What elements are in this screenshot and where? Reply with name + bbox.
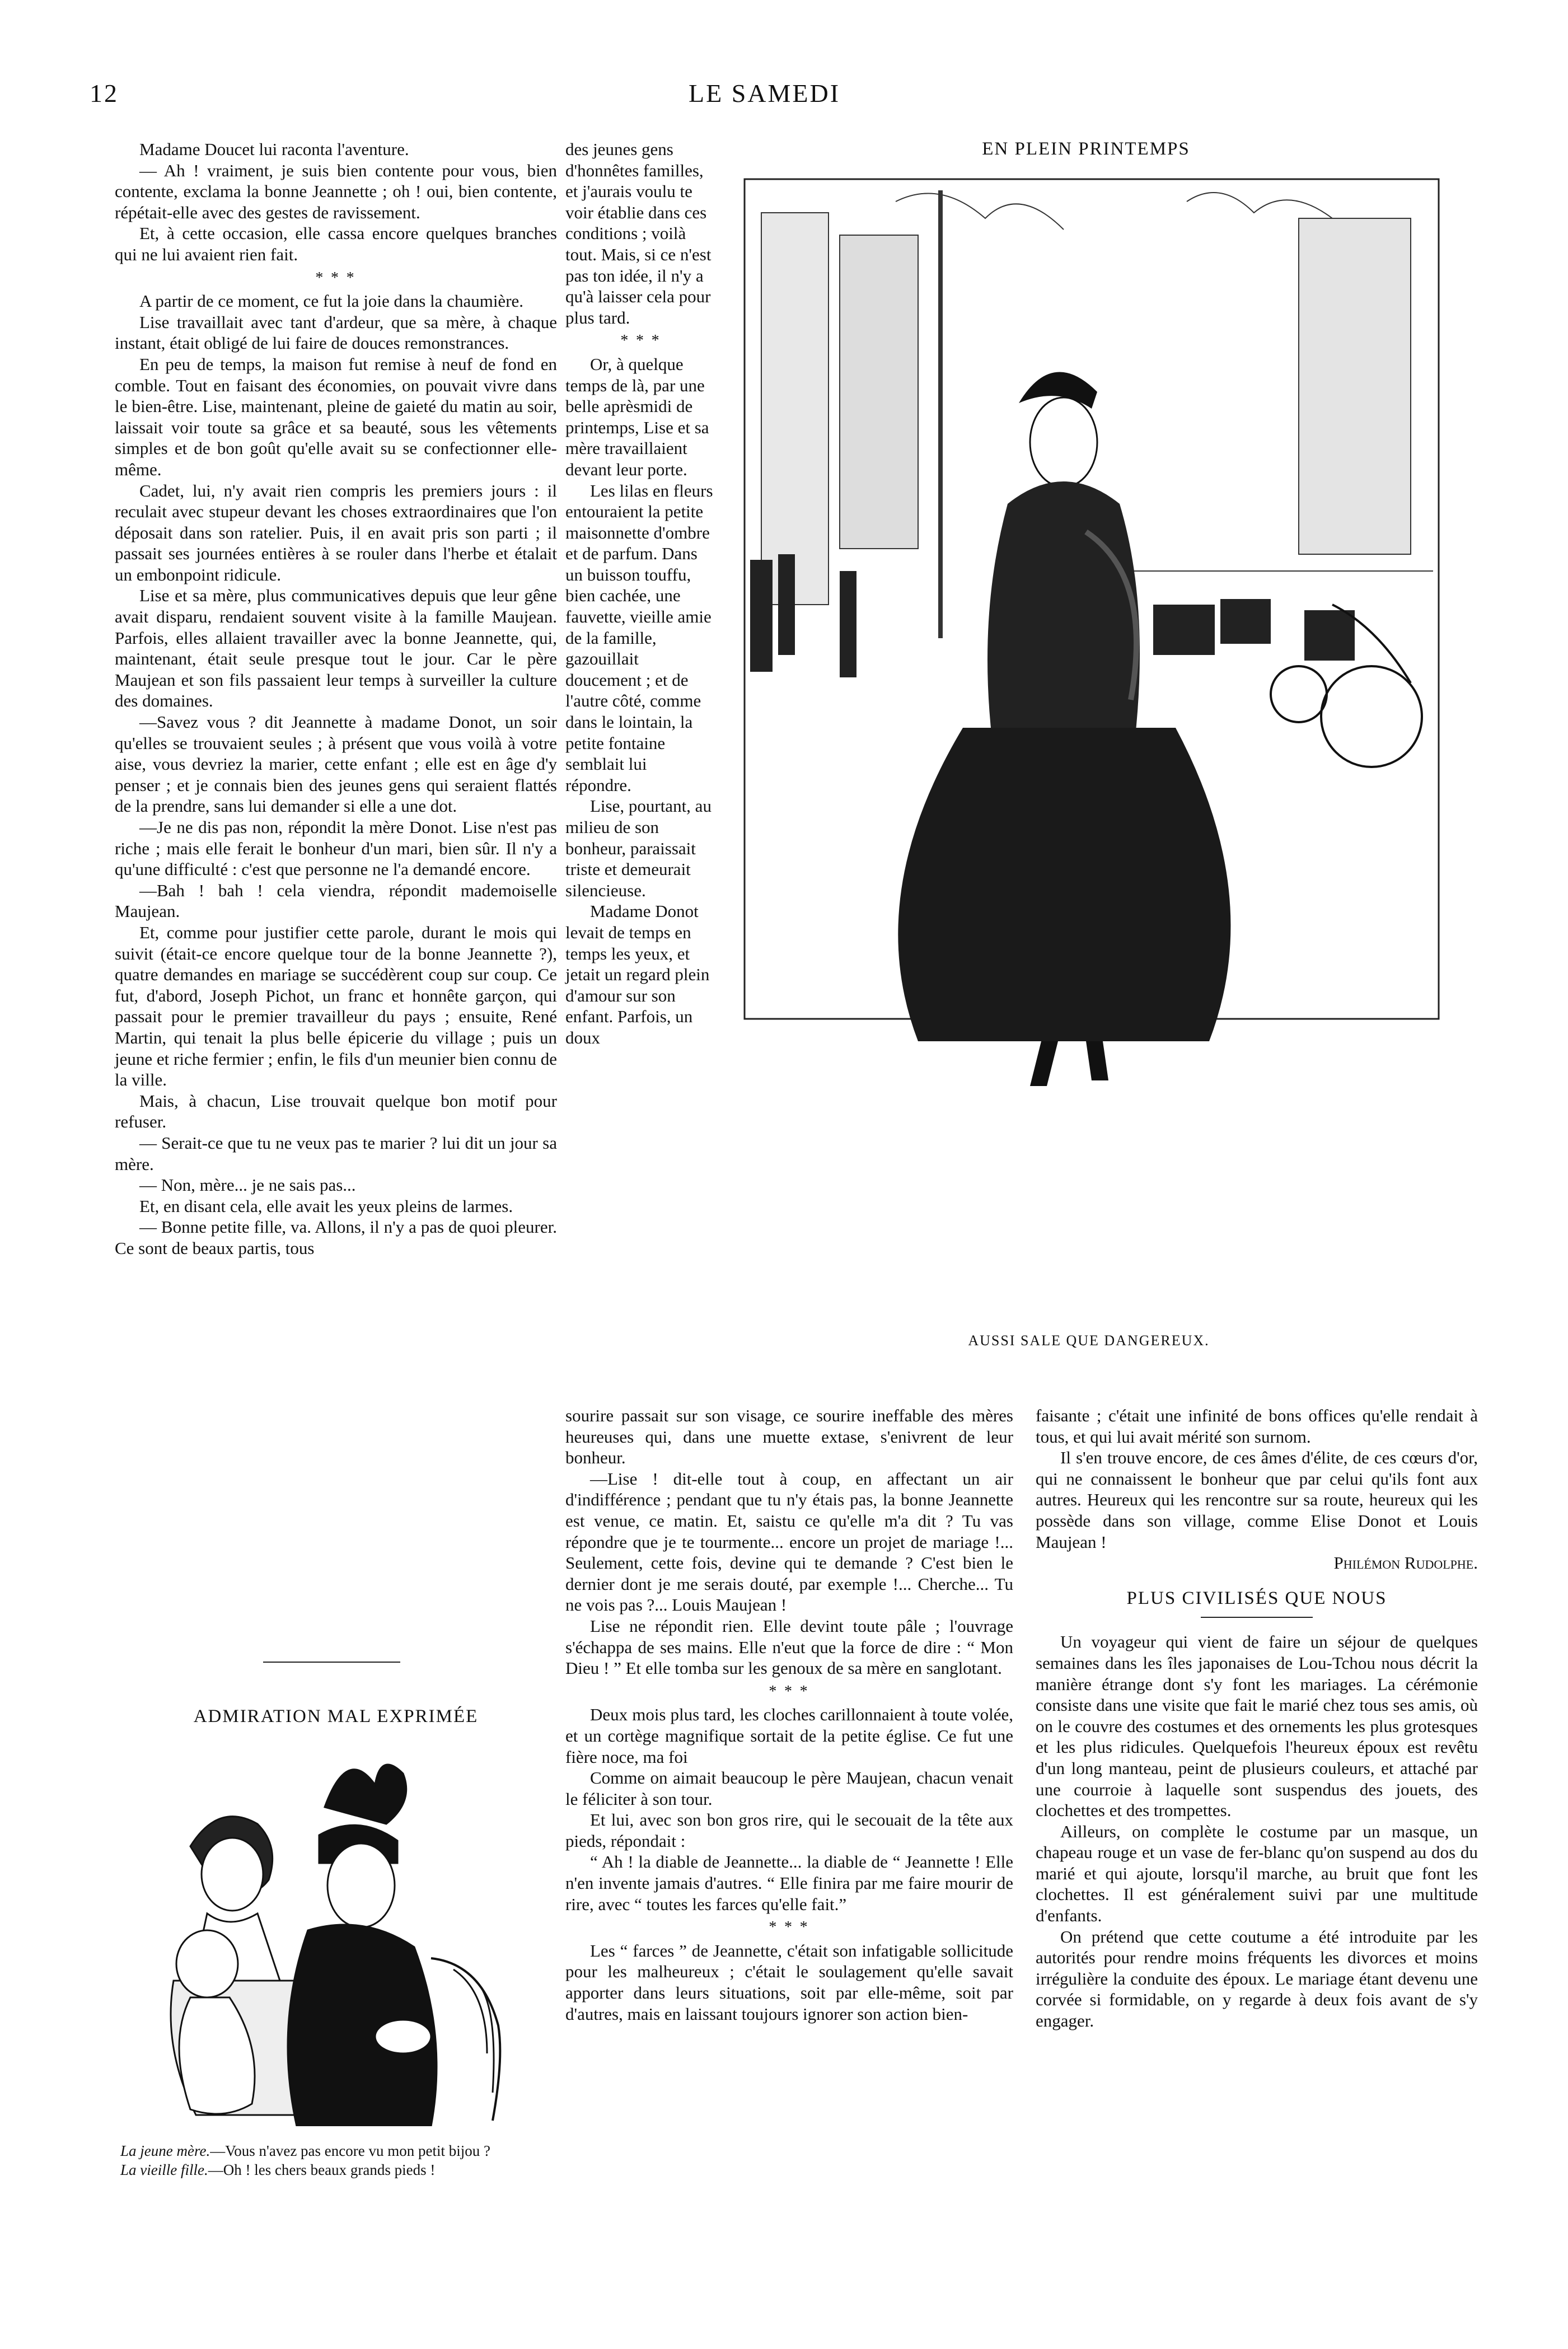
paragraph: On prétend que cette coutume a été introduite par les autorités pour rendre moins fréquents les divorces et moins irrégulière la conduite des époux. Le mariage étant devenu une corvée si formidable, on y regarde à deux fois avant de s'y engager. xyxy=(1036,1926,1478,2031)
journal-title: LE SAMEDI xyxy=(689,79,841,107)
paragraph: — Serait-ce que tu ne veux pas te marier ? lui dit un jour sa mère. xyxy=(115,1133,557,1174)
mother-and-old-maid-picture xyxy=(140,1746,532,2126)
section-stars: * * * xyxy=(620,332,662,350)
paragraph: Comme on aimait beaucoup le père Maujean, chacun venait le féliciter à son tour. xyxy=(565,1768,1013,1809)
column-2-lower xyxy=(565,1405,1013,2024)
section-stars: * * * xyxy=(769,1682,810,1700)
paragraph: Lise et sa mère, plus communicatives depuis que leur gêne avait disparu, rendaient souvent visite à la famille Maujean. Parfois, elles allaient travailler avec la bonne Jeannette, qui, maintenant, était seule presque tout le jour. Car le père Maujean et son fils passaient leur temps à surveiller la culture des domaines. xyxy=(115,586,557,711)
paragraph: Et, à cette occasion, elle cassa encore quelques branches qui ne lui avaient rien fait. xyxy=(115,223,557,264)
paragraph: Madame Donot levait de temps en temps les yeux, et jetait un regard plein d'amour sur son enfant. Parfois, un doux xyxy=(565,901,710,1047)
caption-text: —Oh ! les chers beaux grands pieds ! xyxy=(208,2161,436,2178)
paragraph: —Lise ! dit-elle tout à coup, en affectant un air d'indifférence ; pendant que tu n'y étais pas, la bonne Jeannette est venue, ce matin. Et, saistu ce qu'elle m'a dit ? Tu vas répondre que je te tourmente... encore un projet de mariage !... Seulement, cette fois, devine qui te demande ? C'est bien le dernier dont je me serais douté, par exemple !... Cherche... Tu ne vois pas ?... Louis Maujean ! xyxy=(565,1468,1013,1615)
paragraph: Or, à quelque temps de là, par une belle aprèsmidi de printemps, Lise et sa mère travaillaient devant leur porte. xyxy=(565,354,709,479)
paragraph: Lise, pourtant, au milieu de son bonheur, paraissait triste et demeurait silencieuse. xyxy=(565,796,712,900)
caption-speaker: La jeune mère. xyxy=(120,2142,210,2159)
paragraph: faisante ; c'était une infinité de bons offices qu'elle rendait à tous, et qui lui avait mérité son surnom. xyxy=(1036,1406,1478,1447)
paragraph: —Bah ! bah ! cela viendra, répondit mademoiselle Maujean. xyxy=(115,880,557,921)
column-3 xyxy=(1036,1405,1478,2032)
page-number: 12 xyxy=(90,79,119,107)
paragraph: Et, comme pour justifier cette parole, durant le mois qui suivit (était-ce encore quelque tour de la bonne Jeannette ?), quatre demandes en mariage se succédèrent coup sur coup. Ce fut, d'abord, Joseph Pichot, un franc et honnête garçon, qui passait pour le premier travailleur du pays ; ensuite, René Martin, qui tenait la plus belle épicerie du village ; puis un jeune et riche fermier ; enfin, le fils d'un meunier bien connu de la ville. xyxy=(115,922,557,1090)
section-stars: * * * xyxy=(769,1918,810,1936)
paragraph: En peu de temps, la maison fut remise à neuf de fond en comble. Tout en faisant des économies, on pouvait vivre dans le bien-être. Lise, maintenant, pleine de gaieté du matin au soir, laissait voir toute sa grâce et sa beauté, sous les vêtements simples et de bon goût qu'elle avait su se confectionner elle-même. xyxy=(115,354,557,479)
paragraph: —Je ne dis pas non, répondit la mère Donot. Lise n'est pas riche ; mais elle ferait le bonheur d'un mari, bien sûr. Il n'y a qu'une difficulté : c'est que personne ne l'a demandé encore. xyxy=(115,817,557,879)
column-1 xyxy=(115,139,557,1258)
section-stars: * * * xyxy=(315,269,357,287)
paragraph: Ailleurs, on complète le costume par un masque, un chapeau rouge et un vase de fer-blanc qu'on suspend au dos du marié et qui ajoute, lorsqu'il marche, au bruit que font les clochettes. Il est généralement suivi par une multitude d'enfants. xyxy=(1036,1821,1478,1926)
divider xyxy=(263,1662,400,1663)
illustration-caption-left xyxy=(120,2141,557,2179)
paragraph: Mais, à chacun, Lise trouvait quelque bon motif pour refuser. xyxy=(115,1091,557,1132)
title-rule xyxy=(1201,1617,1313,1618)
illustration-spring xyxy=(728,168,1450,1310)
paragraph: Un voyageur qui vient de faire un séjour de quelques semaines dans les îles japonaises de Lou-Tchou nous décrit la manière étrange dont s'y font les mariages. La cérémonie consiste dans une visite que fait le marié chez tous ses amis, où on le couvre des costumes et des ornements les plus grotesques et les plus ridicules. Quelquefois l'heureux époux est revêtu d'un long manteau, peint de plusieurs couleurs, et attaché par une courroie à laquelle sont suspendus des jouets, des clochettes et des trompettes. xyxy=(1036,1632,1478,1821)
illustration-caption-right: AUSSI SALE QUE DANGEREUX. xyxy=(968,1332,1210,1349)
illustration-title-right: EN PLEIN PRINTEMPS xyxy=(982,139,1190,159)
paragraph: — Ah ! vraiment, je suis bien contente pour vous, bien contente, exclama la bonne Jeannette ; oh ! oui, bien contente, répétait-elle avec des gestes de ravissement. xyxy=(115,160,557,222)
paragraph: — Non, mère... je ne sais pas... xyxy=(139,1175,356,1195)
paragraph: Deux mois plus tard, les cloches carillonnaient à toute volée, et un cortège magnifique sortait de la petite église. Ce fut une fière noce, ma foi xyxy=(565,1705,1013,1767)
paragraph: Et lui, avec son bon gros rire, qui le secouait de la tête aux pieds, répondait : xyxy=(565,1810,1013,1851)
street-scene-picture xyxy=(728,168,1450,1310)
paragraph: des jeunes gens d'honnêtes familles, et j'aurais voulu te voir établie dans ces conditions ; voilà tout. Mais, si ce n'est pas ton idée, il n'y a qu'à laisser cela pour plus tard. xyxy=(565,139,712,327)
paragraph: Les lilas en fleurs entouraient la petite maisonnette d'ombre et de parfum. Dans un buisson touffu, bien cachée, une fauvette, vieille amie de la famille, gazouillait doucement ; et de l'autre côté, comme dans le lointain, la petite fontaine semblait lui répondre. xyxy=(565,480,713,795)
paragraph: Cadet, lui, n'y avait rien compris les premiers jours : il reculait avec stupeur devant les choses extraordinaires que l'on déposait dans son ratelier. Puis, il en avait pris son parti ; il passait ses journées entières à se rouler dans l'herbe et étalait un embonpoint ridicule. xyxy=(115,480,557,584)
paragraph: Lise ne répondit rien. Elle devint toute pâle ; l'ouvrage s'échappa de ses mains. Elle n'eut que la force de dire : “ Mon Dieu ! ” Et elle tomba sur les genoux de sa mère en sanglotant. xyxy=(565,1616,1013,1678)
caption-speaker: La vieille fille. xyxy=(120,2161,208,2178)
paragraph: — Bonne petite fille, va. Allons, il n'y a pas de quoi pleurer. Ce sont de beaux partis, tous xyxy=(115,1217,557,1258)
column-2 xyxy=(565,139,717,1049)
section-title: PLUS CIVILISÉS QUE NOUS xyxy=(1126,1588,1387,1608)
paragraph: “ Ah ! la diable de Jeannette... la diable de “ Jeannette ! Elle n'en invente jamais d'autres. “ Elle finira par me faire mourir de rire, avec “ toutes les farces qu'elle fait.” xyxy=(565,1852,1013,1914)
paragraph: A partir de ce moment, ce fut la joie dans la chaumière. xyxy=(139,291,524,311)
illustration-title-left: ADMIRATION MAL EXPRIMÉE xyxy=(193,1706,479,1726)
paragraph: Il s'en trouve encore, de ces âmes d'élite, de ces cœurs d'or, qui ne connaissent le bonheur que par celui qu'ils font aux autres. Heureux qui les rencontre sur sa route, heureux qui les possède dans son village, comme Elise Donot et Louis Maujean ! xyxy=(1036,1448,1478,1552)
paragraph: Les “ farces ” de Jeannette, c'était son infatigable sollicitude pour les malheureux ; c'était le soulagement qu'elle savait apporter dans leurs situations, soit par elle-même, soit par d'autres, mais en laissant toujours ignorer son action bien- xyxy=(565,1940,1013,2024)
paragraph: sourire passait sur son visage, ce sourire ineffable des mères heureuses qui, dans une muette extase, s'enivrent de leur bonheur. xyxy=(565,1406,1013,1468)
paragraph: —Savez vous ? dit Jeannette à madame Donot, un soir qu'elles se trouvaient seules ; à présent que vous voilà à votre aise, vous devriez la marier, cette enfant ; elle est en âge d'y penser ; et je connais bien des jeunes gens qui seraient flattés de la prendre, sans lui demander si elle a une dot. xyxy=(115,712,557,816)
signature: Philémon Rudolphe. xyxy=(1333,1553,1478,1573)
paragraph: Et, en disant cela, elle avait les yeux pleins de larmes. xyxy=(139,1196,513,1216)
paragraph: Madame Doucet lui raconta l'aventure. xyxy=(139,139,409,159)
paragraph: Lise travaillait avec tant d'ardeur, que sa mère, à chaque instant, était obligé de lui faire de douces remonstrances. xyxy=(115,312,557,353)
illustration-admiration xyxy=(140,1746,532,2126)
caption-text: —Vous n'avez pas encore vu mon petit bijou ? xyxy=(210,2142,490,2159)
